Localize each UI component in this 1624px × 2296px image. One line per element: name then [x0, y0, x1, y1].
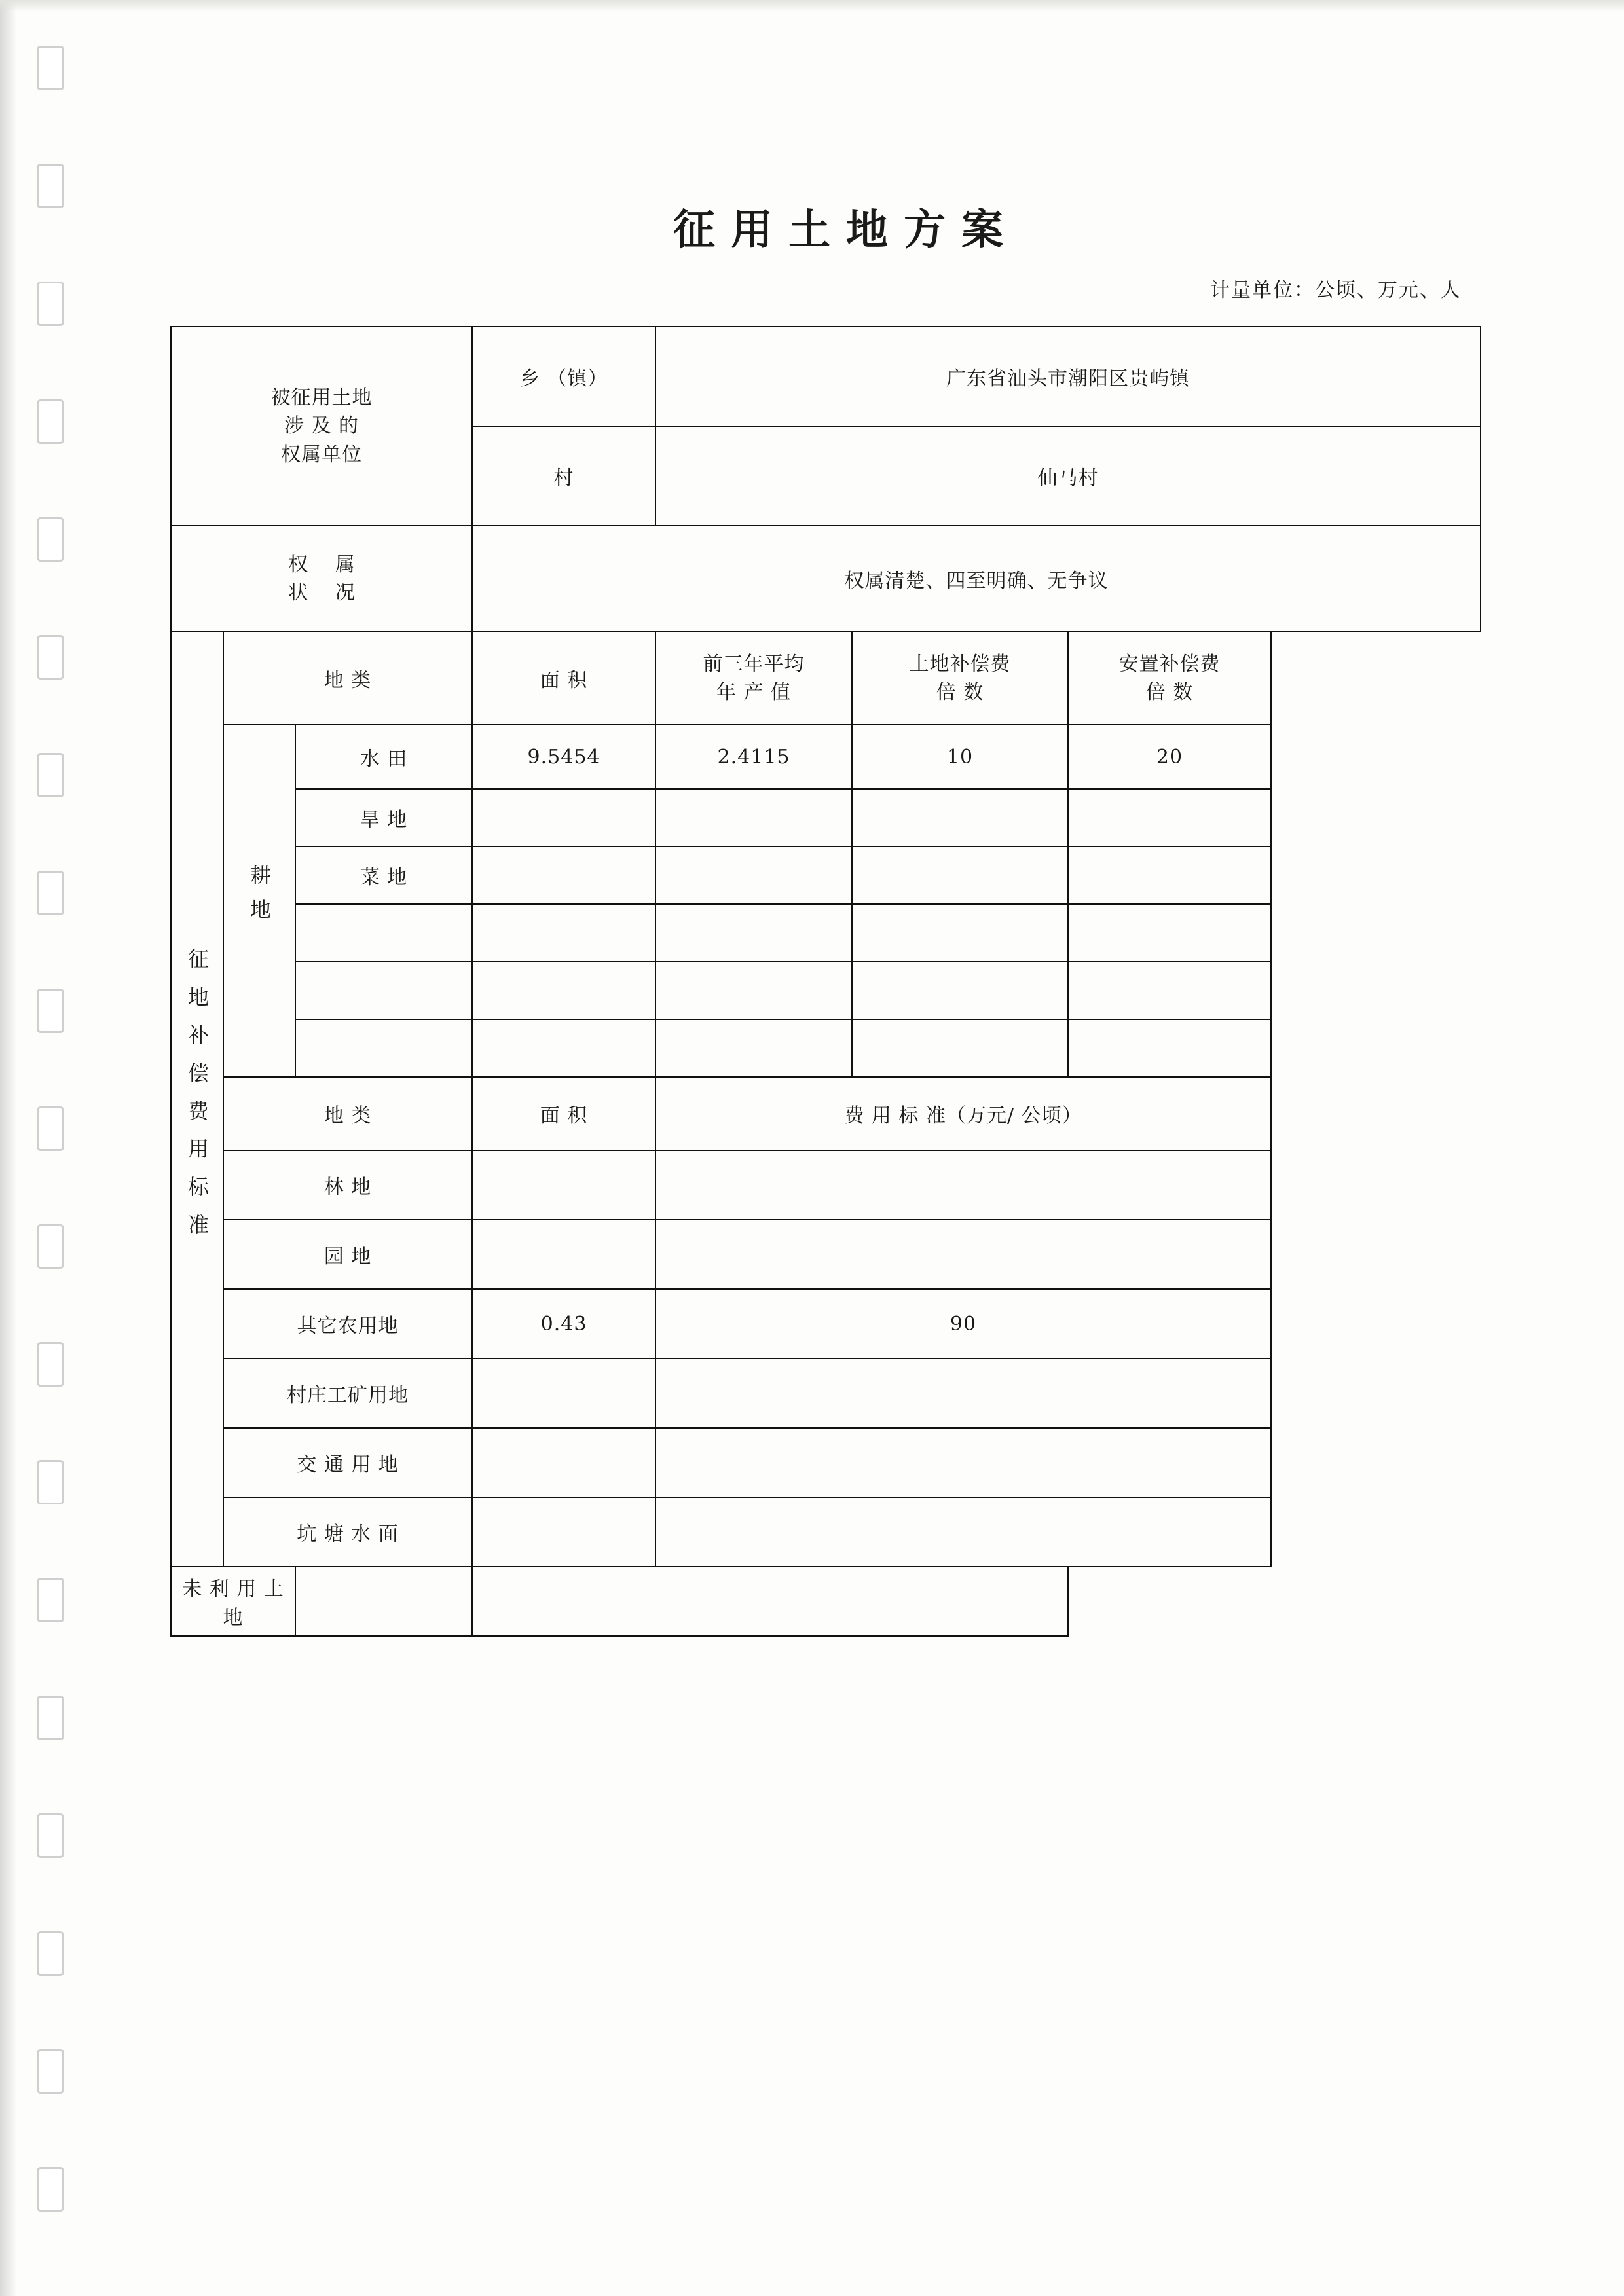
table-row-vegetable-land	[171, 847, 1481, 904]
farmland-label	[223, 725, 295, 1077]
punch-hole-icon	[37, 2049, 64, 2094]
land-type-cell: 其它农用地	[223, 1289, 472, 1358]
header-land-comp-line2: 倍 数	[936, 681, 984, 704]
punch-hole-icon	[37, 164, 64, 208]
punch-hole-icon	[37, 989, 64, 1033]
table-row-paddy-field	[171, 725, 1481, 789]
header-avg-yield-line1: 前三年平均	[703, 652, 805, 676]
area-cell: 0.43	[472, 1289, 655, 1358]
punch-hole-icon	[37, 753, 64, 797]
land-type-cell	[295, 904, 472, 962]
avg-yield-cell: 2.4115	[655, 725, 852, 789]
scan-edge-shadow-left	[0, 0, 17, 2296]
header-resettlement-multiple	[1068, 632, 1271, 725]
village-label: 村	[472, 426, 655, 526]
header-land-type-2: 地 类	[223, 1077, 472, 1150]
punch-hole-icon	[37, 399, 64, 444]
punch-hole-icon	[37, 1460, 64, 1504]
avg-yield-cell	[655, 847, 852, 904]
header-land-comp-line1: 土地补偿费	[909, 652, 1011, 676]
table-row-blank	[171, 904, 1481, 962]
land-compensation-cell	[852, 847, 1068, 904]
land-type-cell: 水 田	[295, 725, 472, 789]
table-row-unused-land	[171, 1567, 1481, 1636]
fee-standard-cell	[655, 1150, 1271, 1220]
header-resettle-line2: 倍 数	[1145, 681, 1194, 704]
header-resettle-line1: 安置补偿费	[1118, 652, 1221, 676]
table-row-dry-land	[171, 789, 1481, 847]
punch-hole-icon	[37, 1931, 64, 1976]
land-compensation-cell	[852, 904, 1068, 962]
avg-yield-cell	[655, 904, 852, 962]
land-type-cell	[295, 962, 472, 1019]
ownership-status-value: 权属清楚、四至明确、无争议	[472, 526, 1481, 632]
table-row-village-industrial-land	[171, 1358, 1481, 1428]
table-row-fee-header	[171, 1077, 1481, 1150]
punch-hole-icon	[37, 635, 64, 680]
village-value: 仙马村	[655, 426, 1481, 526]
document-body	[164, 196, 1513, 1637]
punch-hole-icon	[37, 1578, 64, 1622]
table-row-other-agricultural-land	[171, 1289, 1481, 1358]
fee-standard-cell	[655, 1220, 1271, 1289]
area-cell	[472, 1428, 655, 1497]
table-row-township	[171, 327, 1481, 426]
table-row-transport-land	[171, 1428, 1481, 1497]
avg-yield-cell	[655, 1019, 852, 1077]
ownership-status-label	[171, 526, 472, 632]
avg-yield-cell	[655, 789, 852, 847]
fee-standard-cell	[655, 1358, 1271, 1428]
fee-standard-cell	[472, 1567, 1068, 1636]
resettlement-cell	[1068, 904, 1271, 962]
compensation-side-label-text: 征地补偿费用标准	[185, 948, 210, 1252]
punch-hole-icon	[37, 1696, 64, 1740]
land-compensation-cell	[852, 1019, 1068, 1077]
table-row-ownership-status	[171, 526, 1481, 632]
land-type-cell: 园 地	[223, 1220, 472, 1289]
area-cell	[472, 789, 655, 847]
punch-hole-icon	[37, 1813, 64, 1858]
resettlement-cell: 20	[1068, 725, 1271, 789]
measurement-unit-note: 计量单位：公顷、万元、人	[1210, 279, 1462, 302]
punch-hole-icon	[37, 1342, 64, 1387]
ownership-unit-label-line3: 权属单位	[281, 443, 362, 466]
punch-hole-icon	[37, 46, 64, 90]
area-cell	[472, 1220, 655, 1289]
land-compensation-cell: 10	[852, 725, 1068, 789]
punch-hole-icon	[37, 1224, 64, 1269]
header-fee-standard: 费 用 标 准（万元/ 公顷）	[655, 1077, 1271, 1150]
land-compensation-cell	[852, 962, 1068, 1019]
area-cell	[472, 847, 655, 904]
header-land-type: 地 类	[223, 632, 472, 725]
header-land-compensation-multiple	[852, 632, 1068, 725]
ownership-unit-label-line2: 涉 及 的	[284, 414, 360, 438]
ownership-unit-label-line1: 被征用土地	[270, 386, 373, 409]
punch-hole-icon	[37, 517, 64, 562]
land-requisition-table	[170, 326, 1481, 1637]
township-value: 广东省汕头市潮阳区贵屿镇	[655, 327, 1481, 426]
table-row-forest-land	[171, 1150, 1481, 1220]
area-cell	[472, 1150, 655, 1220]
land-type-cell: 村庄工矿用地	[223, 1358, 472, 1428]
area-cell	[472, 1497, 655, 1567]
fee-standard-cell: 90	[655, 1289, 1271, 1358]
land-type-cell: 交 通 用 地	[223, 1428, 472, 1497]
land-type-cell: 旱 地	[295, 789, 472, 847]
fee-standard-cell	[655, 1428, 1271, 1497]
township-label: 乡 （镇）	[472, 327, 655, 426]
ownership-status-label-line2: 状 况	[288, 581, 365, 604]
ownership-status-label-line1: 权 属	[288, 553, 365, 576]
binder-punch-strip	[26, 39, 79, 2252]
land-type-cell: 林 地	[223, 1150, 472, 1220]
header-avg-yield	[655, 632, 852, 725]
area-cell: 9.5454	[472, 725, 655, 789]
punch-hole-icon	[37, 2167, 64, 2212]
table-row-pond-water-surface	[171, 1497, 1481, 1567]
resettlement-cell	[1068, 847, 1271, 904]
area-cell	[472, 1019, 655, 1077]
punch-hole-icon	[37, 871, 64, 915]
area-cell	[472, 904, 655, 962]
header-area: 面 积	[472, 632, 655, 725]
punch-hole-icon	[37, 282, 64, 326]
table-row-compensation-header	[171, 632, 1481, 725]
land-type-cell: 坑 塘 水 面	[223, 1497, 472, 1567]
scan-edge-shadow-top	[0, 0, 1624, 12]
avg-yield-cell	[655, 962, 852, 1019]
compensation-side-label	[171, 632, 223, 1567]
farmland-label-text: 耕地	[247, 864, 272, 932]
area-cell	[472, 962, 655, 1019]
fee-standard-cell	[655, 1497, 1271, 1567]
table-row-blank	[171, 962, 1481, 1019]
page-title: 征用土地方案	[673, 206, 1019, 255]
header-avg-yield-line2: 年 产 值	[716, 681, 792, 704]
resettlement-cell	[1068, 789, 1271, 847]
punch-hole-icon	[37, 1106, 64, 1151]
area-cell	[472, 1358, 655, 1428]
ownership-unit-label	[171, 327, 472, 526]
land-compensation-cell	[852, 789, 1068, 847]
header-area-2: 面 积	[472, 1077, 655, 1150]
table-row-blank	[171, 1019, 1481, 1077]
resettlement-cell	[1068, 962, 1271, 1019]
area-cell	[295, 1567, 472, 1636]
land-type-cell	[295, 1019, 472, 1077]
land-type-cell: 菜 地	[295, 847, 472, 904]
table-row-garden-land	[171, 1220, 1481, 1289]
resettlement-cell	[1068, 1019, 1271, 1077]
land-type-cell: 未 利 用 土 地	[171, 1567, 295, 1636]
